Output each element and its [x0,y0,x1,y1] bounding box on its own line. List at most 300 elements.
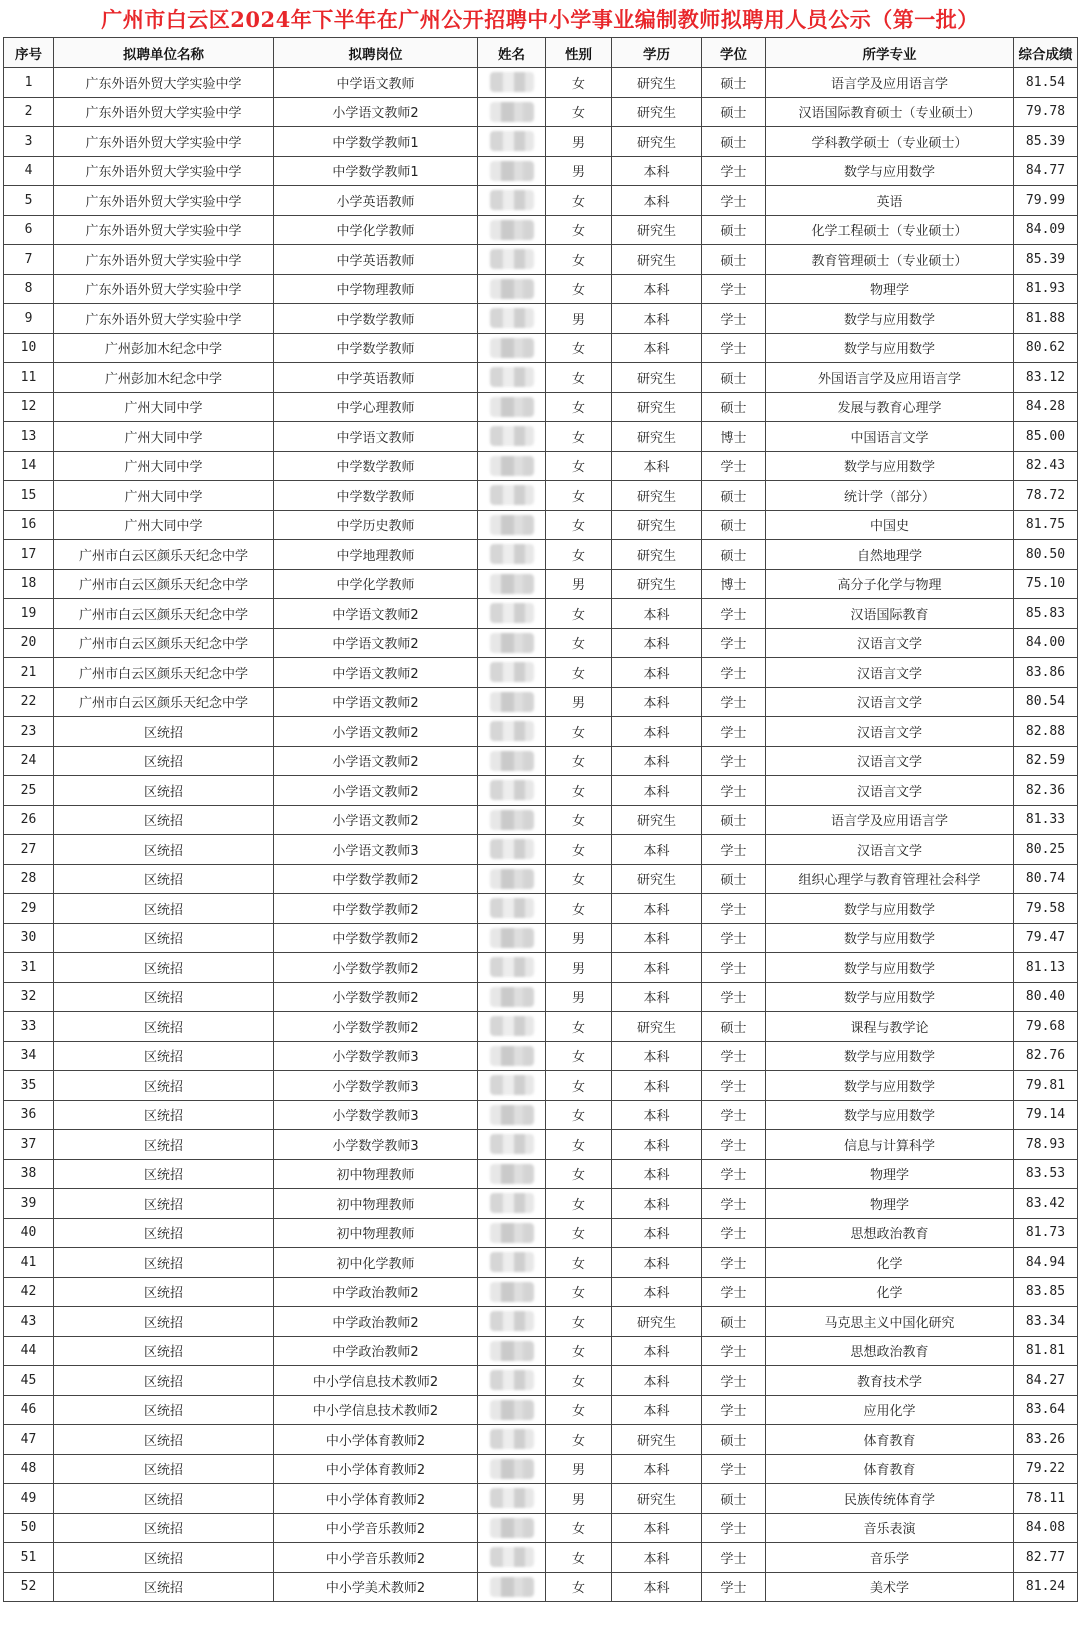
cell-degree: 学士 [702,1513,766,1543]
cell-degree: 硕士 [702,1307,766,1337]
table-row [4,68,1078,98]
page-title: 广州市白云区2024年下半年在广州公开招聘中小学事业编制教师拟聘用人员公示（第一批） [101,7,979,32]
cell-position: 小学数学教师3 [274,1041,478,1071]
cell-gender: 女 [546,1395,612,1425]
cell-unit: 广东外语外贸大学实验中学 [54,156,274,186]
cell-score: 79.22 [1014,1454,1078,1484]
cell-education: 本科 [612,1071,702,1101]
cell-unit: 广州市白云区颜乐天纪念中学 [54,687,274,717]
cell-education: 研究生 [612,97,702,127]
cell-name [478,274,546,304]
cell-degree: 学士 [702,1454,766,1484]
cell-score: 79.47 [1014,923,1078,953]
redacted-name-mosaic [490,367,534,387]
redacted-name-mosaic [490,456,534,476]
cell-index: 42 [4,1277,54,1307]
cell-name [478,392,546,422]
cell-name [478,68,546,98]
cell-major: 汉语言文学 [766,835,1014,865]
redacted-name-mosaic [490,161,534,181]
cell-major: 汉语言文学 [766,746,1014,776]
cell-unit: 区统招 [54,1130,274,1160]
cell-unit: 广州大同中学 [54,422,274,452]
header-degree: 学位 [702,38,766,68]
cell-education: 本科 [612,1395,702,1425]
cell-major: 教育技术学 [766,1366,1014,1396]
cell-name [478,422,546,452]
header-position: 拟聘岗位 [274,38,478,68]
cell-index: 16 [4,510,54,540]
cell-education: 研究生 [612,510,702,540]
table-row [4,835,1078,865]
cell-unit: 区统招 [54,1454,274,1484]
cell-position: 小学英语教师 [274,186,478,216]
table-row [4,687,1078,717]
cell-unit: 区统招 [54,1307,274,1337]
cell-index: 41 [4,1248,54,1278]
cell-name [478,1218,546,1248]
cell-gender: 女 [546,1543,612,1573]
cell-position: 中学政治教师2 [274,1336,478,1366]
cell-major: 体育教育 [766,1454,1014,1484]
cell-major: 自然地理学 [766,540,1014,570]
cell-unit: 广东外语外贸大学实验中学 [54,215,274,245]
cell-index: 10 [4,333,54,363]
cell-degree: 硕士 [702,540,766,570]
cell-major: 数学与应用数学 [766,304,1014,334]
cell-education: 本科 [612,304,702,334]
cell-gender: 女 [546,1159,612,1189]
cell-gender: 男 [546,304,612,334]
cell-unit: 广州彭加木纪念中学 [54,333,274,363]
cell-major: 数学与应用数学 [766,894,1014,924]
cell-score: 79.78 [1014,97,1078,127]
cell-unit: 区统招 [54,982,274,1012]
cell-major: 学科教学硕士（专业硕士） [766,127,1014,157]
cell-index: 20 [4,628,54,658]
redacted-name-mosaic [490,397,534,417]
cell-degree: 学士 [702,333,766,363]
cell-index: 4 [4,156,54,186]
cell-name [478,1572,546,1602]
cell-education: 本科 [612,1248,702,1278]
cell-major: 中国语言文学 [766,422,1014,452]
cell-gender: 女 [546,510,612,540]
cell-score: 81.54 [1014,68,1078,98]
cell-name [478,333,546,363]
cell-education: 研究生 [612,540,702,570]
cell-degree: 学士 [702,1189,766,1219]
cell-unit: 广州市白云区颜乐天纪念中学 [54,628,274,658]
cell-education: 本科 [612,186,702,216]
cell-unit: 广州市白云区颜乐天纪念中学 [54,599,274,629]
cell-degree: 学士 [702,451,766,481]
cell-education: 本科 [612,746,702,776]
cell-unit: 广州大同中学 [54,481,274,511]
cell-index: 46 [4,1395,54,1425]
cell-score: 81.81 [1014,1336,1078,1366]
cell-major: 数学与应用数学 [766,1100,1014,1130]
redacted-name-mosaic [490,1016,534,1036]
cell-gender: 男 [546,953,612,983]
cell-index: 39 [4,1189,54,1219]
cell-score: 84.27 [1014,1366,1078,1396]
cell-score: 83.85 [1014,1277,1078,1307]
cell-education: 本科 [612,894,702,924]
cell-score: 85.83 [1014,599,1078,629]
cell-major: 英语 [766,186,1014,216]
cell-degree: 学士 [702,1248,766,1278]
cell-education: 研究生 [612,481,702,511]
table-row [4,569,1078,599]
cell-index: 34 [4,1041,54,1071]
cell-position: 中学语文教师2 [274,658,478,688]
cell-score: 84.94 [1014,1248,1078,1278]
cell-major: 马克思主义中国化研究 [766,1307,1014,1337]
cell-index: 40 [4,1218,54,1248]
cell-education: 研究生 [612,215,702,245]
cell-name [478,864,546,894]
cell-score: 80.62 [1014,333,1078,363]
cell-index: 26 [4,805,54,835]
cell-degree: 学士 [702,1395,766,1425]
cell-major: 数学与应用数学 [766,451,1014,481]
cell-degree: 学士 [702,1572,766,1602]
cell-degree: 学士 [702,1041,766,1071]
redacted-name-mosaic [490,603,534,623]
cell-unit: 区统招 [54,1572,274,1602]
cell-position: 中学数学教师2 [274,894,478,924]
cell-name [478,746,546,776]
table-row [4,1572,1078,1602]
cell-name [478,1454,546,1484]
cell-degree: 学士 [702,717,766,747]
cell-education: 本科 [612,923,702,953]
redacted-name-mosaic [490,1311,534,1331]
cell-position: 中学数学教师 [274,481,478,511]
cell-degree: 学士 [702,1159,766,1189]
cell-major: 数学与应用数学 [766,156,1014,186]
cell-unit: 区统招 [54,1189,274,1219]
cell-education: 本科 [612,274,702,304]
redacted-name-mosaic [490,544,534,564]
cell-education: 本科 [612,1218,702,1248]
cell-gender: 女 [546,1366,612,1396]
cell-score: 81.93 [1014,274,1078,304]
cell-education: 研究生 [612,422,702,452]
cell-degree: 硕士 [702,68,766,98]
redacted-name-mosaic [490,810,534,830]
redacted-name-mosaic [490,987,534,1007]
redacted-name-mosaic [490,249,534,269]
table-row [4,805,1078,835]
cell-position: 中学数学教师1 [274,127,478,157]
cell-score: 79.81 [1014,1071,1078,1101]
cell-index: 1 [4,68,54,98]
cell-major: 汉语国际教育 [766,599,1014,629]
redacted-name-mosaic [490,1252,534,1272]
cell-index: 9 [4,304,54,334]
cell-major: 课程与教学论 [766,1012,1014,1042]
cell-position: 中学英语教师 [274,245,478,275]
table-row [4,923,1078,953]
cell-degree: 硕士 [702,864,766,894]
cell-education: 研究生 [612,1425,702,1455]
cell-score: 83.12 [1014,363,1078,393]
cell-score: 83.53 [1014,1159,1078,1189]
cell-gender: 女 [546,1071,612,1101]
cell-major: 数学与应用数学 [766,1041,1014,1071]
cell-unit: 广东外语外贸大学实验中学 [54,97,274,127]
cell-name [478,1513,546,1543]
cell-gender: 女 [546,363,612,393]
cell-degree: 学士 [702,687,766,717]
cell-degree: 硕士 [702,245,766,275]
cell-unit: 区统招 [54,1484,274,1514]
cell-index: 50 [4,1513,54,1543]
cell-gender: 女 [546,274,612,304]
cell-position: 小学语文教师2 [274,717,478,747]
cell-gender: 男 [546,1484,612,1514]
cell-index: 13 [4,422,54,452]
cell-index: 51 [4,1543,54,1573]
cell-unit: 广州市白云区颜乐天纪念中学 [54,540,274,570]
cell-name [478,540,546,570]
redacted-name-mosaic [490,1400,534,1420]
cell-name [478,628,546,658]
cell-position: 初中物理教师 [274,1159,478,1189]
table-row [4,864,1078,894]
cell-index: 17 [4,540,54,570]
cell-position: 中小学音乐教师2 [274,1513,478,1543]
cell-major: 民族传统体育学 [766,1484,1014,1514]
cell-index: 36 [4,1100,54,1130]
cell-position: 中学政治教师2 [274,1277,478,1307]
cell-score: 82.36 [1014,776,1078,806]
cell-score: 78.93 [1014,1130,1078,1160]
cell-unit: 区统招 [54,1395,274,1425]
cell-major: 统计学（部分） [766,481,1014,511]
cell-name [478,1071,546,1101]
cell-degree: 博士 [702,422,766,452]
cell-gender: 女 [546,864,612,894]
cell-name [478,1041,546,1071]
cell-major: 发展与教育心理学 [766,392,1014,422]
cell-degree: 硕士 [702,1484,766,1514]
header-unit: 拟聘单位名称 [54,38,274,68]
cell-education: 研究生 [612,392,702,422]
cell-unit: 区统招 [54,1218,274,1248]
cell-major: 组织心理学与教育管理社会科学 [766,864,1014,894]
cell-education: 本科 [612,1454,702,1484]
cell-name [478,982,546,1012]
table-row [4,1100,1078,1130]
cell-score: 82.76 [1014,1041,1078,1071]
cell-name [478,1100,546,1130]
cell-degree: 硕士 [702,1012,766,1042]
redacted-name-mosaic [490,515,534,535]
table-row [4,1218,1078,1248]
cell-score: 82.88 [1014,717,1078,747]
cell-name [478,835,546,865]
redacted-name-mosaic [490,1134,534,1154]
cell-education: 研究生 [612,1307,702,1337]
redacted-name-mosaic [490,692,534,712]
redacted-name-mosaic [490,220,534,240]
cell-score: 81.13 [1014,953,1078,983]
cell-major: 汉语言文学 [766,628,1014,658]
cell-position: 小学语文教师2 [274,805,478,835]
cell-gender: 女 [546,215,612,245]
cell-score: 83.42 [1014,1189,1078,1219]
cell-position: 中学化学教师 [274,215,478,245]
cell-score: 79.58 [1014,894,1078,924]
cell-degree: 学士 [702,658,766,688]
cell-gender: 女 [546,835,612,865]
redacted-name-mosaic [490,751,534,771]
header-row [4,38,1078,68]
cell-index: 49 [4,1484,54,1514]
cell-position: 初中化学教师 [274,1248,478,1278]
cell-major: 数学与应用数学 [766,953,1014,983]
cell-name [478,599,546,629]
cell-major: 思想政治教育 [766,1218,1014,1248]
header-score: 综合成绩 [1014,38,1078,68]
cell-name [478,451,546,481]
cell-unit: 区统招 [54,776,274,806]
cell-gender: 男 [546,923,612,953]
cell-position: 中小学体育教师2 [274,1425,478,1455]
cell-education: 本科 [612,982,702,1012]
cell-education: 研究生 [612,363,702,393]
redacted-name-mosaic [490,1370,534,1390]
cell-degree: 学士 [702,628,766,658]
cell-score: 80.54 [1014,687,1078,717]
cell-gender: 女 [546,245,612,275]
redacted-name-mosaic [490,338,534,358]
cell-degree: 硕士 [702,481,766,511]
cell-index: 2 [4,97,54,127]
cell-gender: 女 [546,422,612,452]
redacted-name-mosaic [490,928,534,948]
cell-education: 本科 [612,1336,702,1366]
cell-unit: 广州市白云区颜乐天纪念中学 [54,569,274,599]
table-row [4,1336,1078,1366]
table-row [4,1277,1078,1307]
redacted-name-mosaic [490,72,534,92]
cell-name [478,1159,546,1189]
cell-gender: 女 [546,1336,612,1366]
cell-position: 小学数学教师2 [274,982,478,1012]
cell-position: 小学语文教师2 [274,97,478,127]
cell-degree: 学士 [702,1218,766,1248]
cell-unit: 区统招 [54,835,274,865]
cell-unit: 区统招 [54,1012,274,1042]
cell-index: 47 [4,1425,54,1455]
cell-education: 研究生 [612,245,702,275]
cell-name [478,1425,546,1455]
cell-position: 小学语文教师2 [274,746,478,776]
cell-index: 25 [4,776,54,806]
cell-education: 本科 [612,835,702,865]
cell-gender: 女 [546,1572,612,1602]
cell-position: 中学语文教师2 [274,628,478,658]
table-row [4,776,1078,806]
cell-education: 本科 [612,717,702,747]
table-row [4,363,1078,393]
cell-index: 32 [4,982,54,1012]
cell-degree: 硕士 [702,1425,766,1455]
redacted-name-mosaic [490,485,534,505]
cell-major: 应用化学 [766,1395,1014,1425]
cell-position: 初中物理教师 [274,1218,478,1248]
cell-education: 本科 [612,1543,702,1573]
cell-score: 81.73 [1014,1218,1078,1248]
table-row [4,392,1078,422]
cell-score: 84.28 [1014,392,1078,422]
redacted-name-mosaic [490,1075,534,1095]
table-row [4,451,1078,481]
cell-degree: 硕士 [702,510,766,540]
cell-name [478,186,546,216]
table-row [4,274,1078,304]
cell-score: 81.75 [1014,510,1078,540]
cell-index: 15 [4,481,54,511]
cell-index: 5 [4,186,54,216]
cell-major: 美术学 [766,1572,1014,1602]
redacted-name-mosaic [490,1429,534,1449]
redacted-name-mosaic [490,1105,534,1125]
table-body [4,68,1078,1602]
redacted-name-mosaic [490,1193,534,1213]
cell-gender: 男 [546,982,612,1012]
cell-unit: 区统招 [54,1277,274,1307]
table-row [4,1425,1078,1455]
cell-position: 初中物理教师 [274,1189,478,1219]
redacted-name-mosaic [490,839,534,859]
cell-name [478,215,546,245]
cell-index: 31 [4,953,54,983]
cell-index: 21 [4,658,54,688]
cell-unit: 区统招 [54,805,274,835]
table-row [4,1130,1078,1160]
cell-position: 中学语文教师2 [274,599,478,629]
redacted-name-mosaic [490,633,534,653]
cell-position: 中学数学教师1 [274,156,478,186]
cell-major: 汉语言文学 [766,687,1014,717]
cell-name [478,953,546,983]
cell-unit: 区统招 [54,1366,274,1396]
cell-name [478,245,546,275]
table-row [4,1307,1078,1337]
cell-position: 小学语文教师2 [274,776,478,806]
cell-score: 81.88 [1014,304,1078,334]
redacted-name-mosaic [490,574,534,594]
table-row [4,481,1078,511]
cell-education: 研究生 [612,864,702,894]
cell-index: 37 [4,1130,54,1160]
cell-major: 教育管理硕士（专业硕士） [766,245,1014,275]
cell-name [478,569,546,599]
redacted-name-mosaic [490,1223,534,1243]
cell-index: 33 [4,1012,54,1042]
redacted-name-mosaic [490,1282,534,1302]
cell-major: 音乐学 [766,1543,1014,1573]
cell-unit: 区统招 [54,1543,274,1573]
table-row [4,540,1078,570]
cell-position: 中小学体育教师2 [274,1484,478,1514]
cell-position: 小学数学教师3 [274,1100,478,1130]
